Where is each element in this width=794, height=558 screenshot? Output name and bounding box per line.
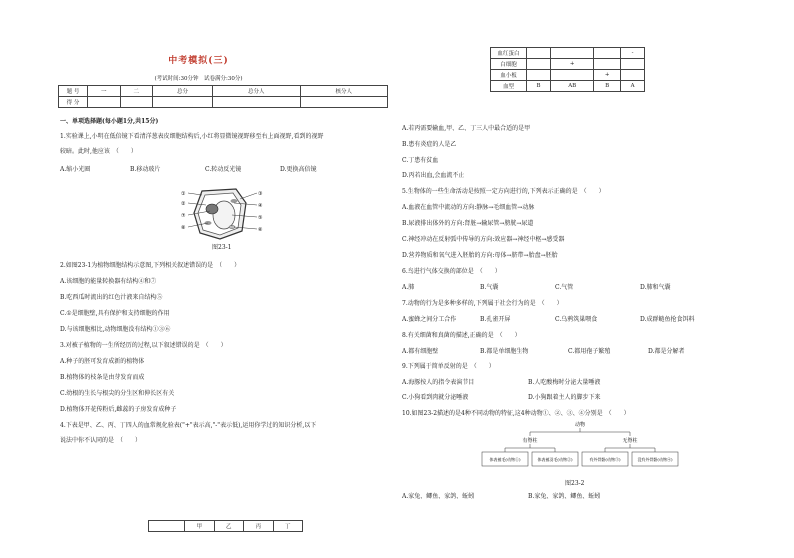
score-header: 题 号 (59, 86, 88, 97)
blood-cell (594, 48, 621, 59)
q8-stem: 8.有关细菌和真菌的描述,正确的是 （ ） (402, 332, 521, 339)
blood-row-label: 血红蛋白 (491, 48, 527, 59)
score-row-label: 得 分 (59, 97, 88, 108)
q7-option-b[interactable]: B.孔雀开屏 (480, 316, 511, 323)
score-header: 核分人 (300, 86, 387, 97)
q6-option-a[interactable]: A.肺 (402, 284, 415, 291)
fig1-label: ① (181, 191, 186, 197)
score-cell[interactable] (153, 97, 213, 108)
blood-row-label: 血型 (491, 81, 527, 92)
q5-stem: 5.生物体的一些生命活动是按照一定方向进行的,下列表示正确的是 （ ） (402, 188, 605, 195)
score-table (58, 85, 388, 108)
q9-option-b[interactable]: B.人吃酸梅时分泌大量唾液 (528, 379, 601, 386)
q3-option-b[interactable]: B.植物体的枝条是由芽发育而成 (60, 374, 145, 381)
fig1-label: ⑦ (181, 213, 186, 219)
q10-option-a[interactable]: A.家兔、鲫鱼、家鸽、蚯蚓 (402, 493, 475, 500)
q7-option-a[interactable]: A.蜜蜂之间分工合作 (402, 316, 457, 323)
q5-option-d[interactable]: D.营养物质和氧气进入胚胎的方向:母体→脐带→胎盘→胚胎 (402, 252, 558, 259)
score-cell[interactable] (120, 97, 153, 108)
figure1-caption: 图23-1 (212, 244, 232, 251)
blood-cell: + (551, 59, 594, 70)
q10-stem: 10.如图23-2描述的是4种不同动物的特征,这4种动物①、②、③、④分别是 （ ） (402, 410, 630, 417)
q3-stem: 3.对被子植物的一生所经历的过程,以下叙述错误的是 （ ） (60, 342, 227, 349)
q2-option-b[interactable]: B.吃西瓜时流出的红色汁液来自结构⑤ (60, 294, 163, 301)
fig1-label: ⑧ (181, 225, 186, 231)
score-header: 一 (88, 86, 121, 97)
q3-option-a[interactable]: A.种子的胚可发育成新的植物体 (60, 358, 145, 365)
blood-header: 丙 (244, 521, 274, 532)
blood-cell (621, 70, 645, 81)
fig1-label: ⑥ (258, 227, 263, 233)
fig2-leaf: 没有外骨骼(动物④) (637, 457, 673, 462)
q1-option-d[interactable]: D.更换高倍镜 (280, 166, 317, 173)
blood-header: 甲 (185, 521, 215, 532)
blood-header: 丁 (273, 521, 303, 532)
fig2-leaf: 有外骨骼(动物③) (589, 457, 621, 462)
blood-row-label: 白细胞 (491, 59, 527, 70)
blood-cell: A (621, 81, 645, 92)
fig2-left: 有脊柱 (522, 438, 538, 444)
q7-stem: 7.动物的行为是多种多样的,下列属于社会行为的是 （ ） (402, 300, 563, 307)
animal-classification-figure (480, 418, 680, 480)
q1-option-a[interactable]: A.缩小光圈 (60, 166, 91, 173)
q2-option-c[interactable]: C.①是细胞壁,具有保护和支持细胞的作用 (60, 310, 170, 317)
blood-cell (527, 48, 551, 59)
q6-option-b[interactable]: B.气囊 (480, 284, 499, 291)
q1-option-c[interactable]: C.转动反光镜 (205, 166, 242, 173)
q8-option-d[interactable]: D.都是分解者 (648, 348, 685, 355)
q5-option-c[interactable]: C.神经冲动在反射弧中传导的方向:效应器→神经中枢→感受器 (402, 236, 565, 243)
blood-row-label: 血小板 (491, 70, 527, 81)
q8-option-a[interactable]: A.都有细胞壁 (402, 348, 439, 355)
score-header: 二 (120, 86, 153, 97)
fig1-label: ④ (258, 203, 263, 209)
blood-cell: B (527, 81, 551, 92)
fig2-leaf: 体表被羽毛(动物②) (537, 457, 573, 462)
blood-cell (527, 59, 551, 70)
blood-cell: - (621, 48, 645, 59)
q4-option-d[interactable]: D.丙若出血,会血流不止 (402, 172, 465, 179)
q10-option-b[interactable]: B.家兔、家鸽、鲫鱼、蚯蚓 (528, 493, 601, 500)
blood-table-header-continued (148, 520, 303, 532)
q5-option-a[interactable]: A.血液在血管中流动的方向:静脉→毛细血管→动脉 (402, 204, 535, 211)
q4-option-a[interactable]: A.若丙需要输血,甲、乙、丁三人中最合适的是甲 (402, 125, 531, 132)
page-subtitle: (考试时间:30分钟 试卷满分:30分) (154, 76, 243, 82)
q4-option-c[interactable]: C.丁患有贫血 (402, 157, 439, 164)
q9-stem: 9.下列属于简单反射的是 （ ） (402, 363, 495, 370)
q8-option-c[interactable]: C.都用孢子繁殖 (568, 348, 611, 355)
chloroplast (231, 199, 238, 203)
blood-table (490, 47, 645, 92)
blood-cell (527, 70, 551, 81)
q3-option-d[interactable]: D.植物体开花传粉后,雌蕊的子房发育成种子 (60, 406, 177, 413)
page-title: 中考模拟(三) (168, 56, 229, 66)
q5-option-b[interactable]: B.尿液排出体外的方向:肾脏→输尿管→膀胱→尿道 (402, 220, 534, 227)
score-header: 总分人 (213, 86, 300, 97)
nucleus (206, 204, 218, 214)
fig2-right: 无脊柱 (622, 438, 638, 444)
figure2-caption: 图23-2 (565, 480, 585, 487)
blood-cell (551, 70, 594, 81)
blood-cell (594, 59, 621, 70)
q1-option-b[interactable]: B.移动玻片 (130, 166, 161, 173)
score-cell[interactable] (88, 97, 121, 108)
q4-stem-line2: 说法中你不认同的是 （ ） (60, 437, 142, 444)
blood-cell: AB (551, 81, 594, 92)
q2-stem: 2.如图23-1为植物细胞结构示意图,下列相关叙述错误的是 （ ） (60, 262, 241, 269)
blood-header (149, 521, 185, 532)
blood-cell (621, 59, 645, 70)
q7-option-d[interactable]: D.成群鲢鱼抢食饵料 (640, 316, 695, 323)
plant-cell-figure (180, 185, 265, 243)
blood-header: 乙 (214, 521, 244, 532)
q3-option-c[interactable]: C.幼根的生长与根尖的分生区和伸长区有关 (60, 390, 175, 397)
q9-option-c[interactable]: C.小狗看到肉就分泌唾液 (402, 394, 469, 401)
q9-option-d[interactable]: D.小狗跟着主人的脚步下来 (528, 394, 601, 401)
q1-stem-line1: 1.实验课上,小明在低倍镜下看清洋葱表皮细胞结构后,小红将显微镜视野移至右上面视野,看到的视野 (60, 133, 324, 140)
score-cell[interactable] (300, 97, 387, 108)
q1-stem-line2: 较暗。此时,他应该 （ ） (60, 148, 137, 155)
q7-option-c[interactable]: C.乌鸦筑巢喂食 (555, 316, 598, 323)
q8-option-b[interactable]: B.都是单细胞生物 (480, 348, 529, 355)
section-title: 一、单项选择题(每小题1分,共15分) (60, 118, 159, 125)
fig1-label: ② (181, 201, 186, 207)
q2-option-d[interactable]: D.与该细胞相比,动物细胞没有结构①③⑥ (60, 326, 171, 333)
fig1-label: ③ (258, 191, 263, 197)
q4-option-b[interactable]: B.患有炎症的人是乙 (402, 141, 457, 148)
score-cell[interactable] (213, 97, 300, 108)
q2-option-a[interactable]: A.该细胞的能量转换器有结构④和⑦ (60, 278, 157, 285)
q9-option-a[interactable]: A.海豚按人的指令表演节目 (402, 379, 475, 386)
blood-cell (551, 48, 594, 59)
blood-cell: + (594, 70, 621, 81)
score-header: 总分 (153, 86, 213, 97)
fig2-leaf: 体表被毛(动物①) (489, 457, 521, 462)
q6-option-c[interactable]: C.气管 (555, 284, 574, 291)
q6-option-d[interactable]: D.肺和气囊 (640, 284, 671, 291)
fig1-label: ⑤ (258, 215, 263, 221)
blood-cell: B (594, 81, 621, 92)
fig2-root: 动物 (574, 422, 586, 428)
q6-stem: 6.鸟进行气体交换的部位是 （ ） (402, 268, 501, 275)
q4-stem-line1: 4.下表是甲、乙、丙、丁四人的血常规化验表("+"表示高,"-"表示低),运用你学过的知识分析,以下 (60, 422, 317, 429)
